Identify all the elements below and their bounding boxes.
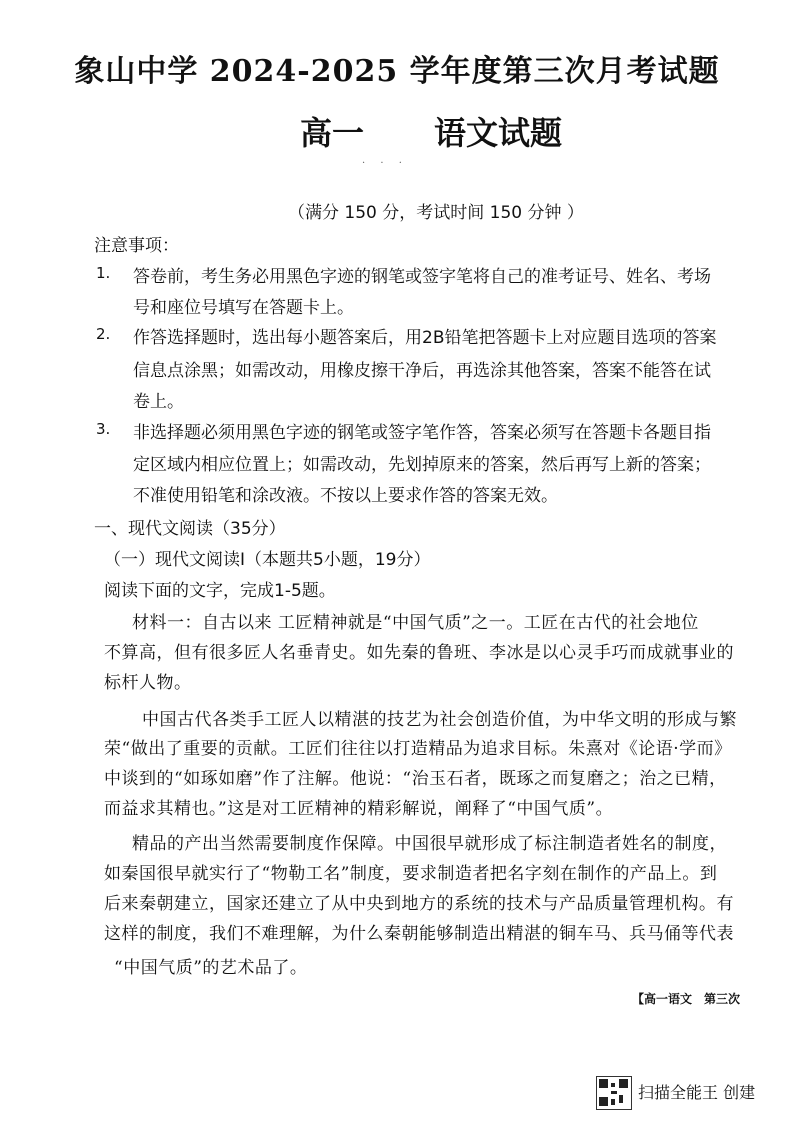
note-line: 不准使用铅笔和涂改液。不按以上要求作答的答案无效。 [133,486,558,506]
note-number: 1. [96,264,111,282]
material-line: 荣“做出了重要的贡献。工匠们往往以打造精品为追求目标。朱熹对《论语·学而》 [104,739,732,759]
material-line: 后来秦朝建立，国家还建立了从中央到地方的系统的技术与产品质量管理机构。有 [104,894,734,914]
watermark-text: 扫描全能王 创建 [638,1083,756,1102]
exam-title: 象山中学 2024-2025 学年度第三次月考试题 [74,54,720,89]
note-line: 作答选择题时，选出每小题答案后，用2B铅笔把答题卡上对应题目选项的答案 [133,328,717,348]
page-footer-tag: 【高一语文 第三次 [632,992,741,1006]
note-line: 号和座位号填写在答题卡上。 [133,298,354,318]
score-info: （满分 150 分，考试时间 150 分钟 ） [288,203,584,223]
material-line: 中谈到的“如琢如磨”作了注解。他说：“治玉石者，既琢之而复磨之；治之已精， [104,769,727,789]
note-number: 2. [96,325,111,343]
note-line: 非选择题必须用黑色字迹的钢笔或签字笔作答，答案必须写在答题卡各题目指 [133,423,711,443]
material-line: “中国气质”的艺术品了。 [114,958,308,978]
note-number: 3. [96,420,111,438]
subject-label: 语文试题 [434,114,563,152]
note-line: 信息点涂黑；如需改动，用橡皮擦干净后，再选涂其他答案，答案不能答在试 [133,361,711,381]
scan-specks: · · · [362,158,408,169]
material-line: 中国古代各类手工匠人以精湛的技艺为社会创造价值，为中华文明的形成与繁 [142,710,737,730]
material-line: 这样的制度，我们不难理解，为什么秦朝能够制造出精湛的铜车马、兵马俑等代表 [104,924,734,944]
notes-heading: 注意事项： [94,236,179,256]
qr-code-icon [596,1076,632,1110]
grade-label: 高一 [300,114,365,152]
material-line: 而益求其精也。”这是对工匠精神的精彩解说，阐释了“中国气质”。 [104,799,614,819]
material-line: 标杆人物。 [104,673,192,693]
material-line: 精品的产出当然需要制度作保障。中国很早就形成了标注制造者姓名的制度， [132,834,727,854]
note-line: 卷上。 [133,392,184,412]
exam-subtitle [300,108,562,154]
scanner-watermark [596,1074,766,1110]
material-line: 材料一：自古以来 工匠精神就是“中国气质”之一。工匠在古代的社会地位 [132,613,699,633]
subsection-title: （一）现代文阅读Ⅰ（本题共5小题，19分） [104,550,431,570]
note-line: 答卷前，考生务必用黑色字迹的钢笔或签字笔将自己的准考证号、姓名、考场 [133,267,711,287]
material-line: 不算高，但有很多匠人名垂青史。如先秦的鲁班、李冰是以心灵手巧而成就事业的 [104,643,734,663]
note-line: 定区域内相应位置上；如需改动，先划掉原来的答案，然后再写上新的答案； [133,455,711,475]
reading-instruction: 阅读下面的文字，完成1-5题。 [104,581,336,601]
section-title: 一、现代文阅读（35分） [94,519,286,539]
material-line: 如秦国很早就实行了“物勒工名”制度，要求制造者把名字刻在制作的产品上。到 [104,864,718,884]
